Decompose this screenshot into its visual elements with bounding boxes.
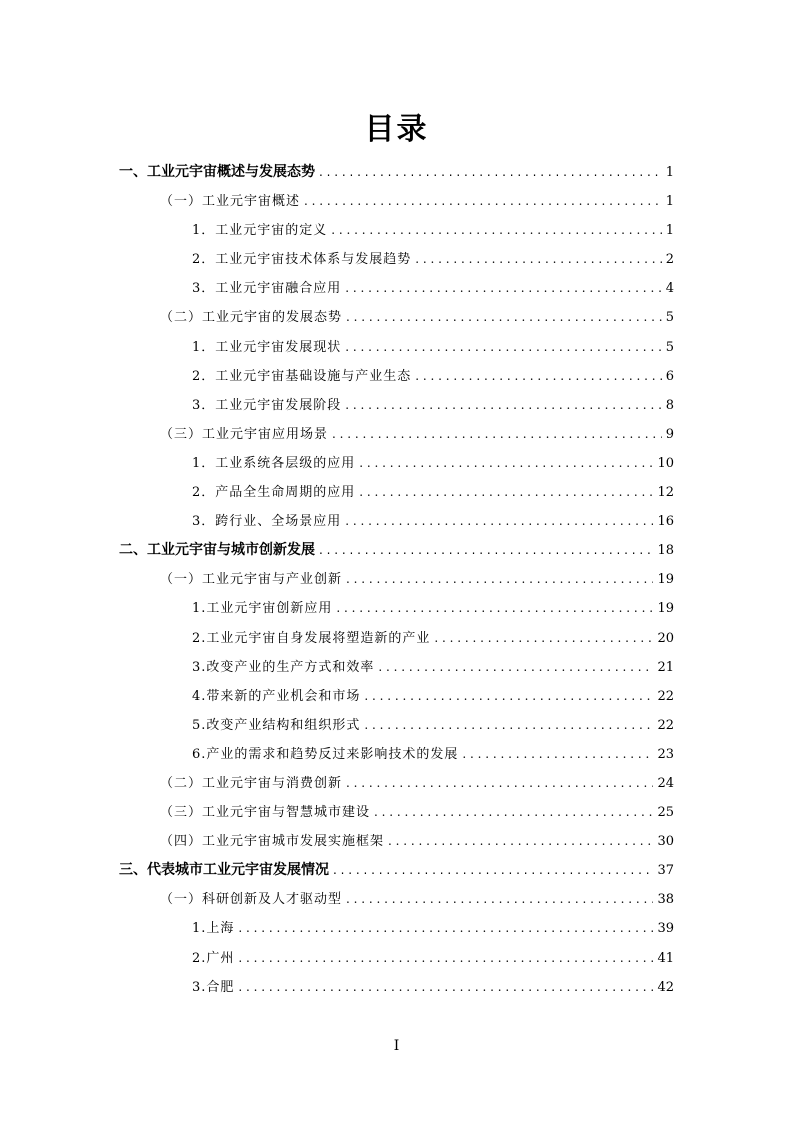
toc-entry-page: 42 bbox=[657, 979, 674, 995]
toc-entry-title: 3．跨行业、全场景应用 bbox=[192, 514, 342, 530]
toc-entry-title: 1．工业系统各层级的应用 bbox=[192, 455, 356, 471]
toc-entry[interactable] bbox=[0, 944, 793, 973]
toc-entry-title: 3.改变产业的生产方式和效率 bbox=[192, 659, 375, 675]
toc-entry-page: 41 bbox=[657, 950, 674, 966]
page-title: 目录 bbox=[364, 112, 429, 147]
toc-entry-page: 38 bbox=[657, 892, 674, 908]
toc-entry-title: （一）工业元宇宙概述 bbox=[160, 194, 301, 210]
toc-entry-page: 16 bbox=[657, 514, 674, 530]
toc-entry[interactable] bbox=[0, 798, 793, 827]
toc-entry-title: 一、工业元宇宙概述与发展态势 bbox=[119, 164, 315, 180]
dot-leader bbox=[378, 653, 653, 682]
dot-leader bbox=[331, 216, 661, 245]
dot-leader bbox=[336, 594, 653, 623]
toc-entry-page: 23 bbox=[657, 746, 674, 762]
dot-leader bbox=[345, 274, 661, 303]
dot-leader bbox=[332, 420, 662, 449]
toc-entry[interactable] bbox=[0, 624, 793, 653]
toc-entry-title: 3．工业元宇宙发展阶段 bbox=[192, 397, 342, 413]
dot-leader bbox=[364, 711, 653, 740]
toc-entry-title: 三、代表城市工业元宇宙发展情况 bbox=[119, 862, 329, 879]
toc-entry[interactable] bbox=[0, 973, 793, 1002]
toc-entry[interactable] bbox=[0, 303, 793, 332]
dot-leader bbox=[346, 565, 653, 594]
toc-entry-title: 1.工业元宇宙创新应用 bbox=[192, 601, 333, 617]
toc-entry-title: 3．工业元宇宙融合应用 bbox=[192, 281, 342, 297]
toc-entry-page: 6 bbox=[665, 368, 674, 384]
dot-leader bbox=[359, 478, 653, 507]
toc-entry-page: 19 bbox=[657, 572, 674, 588]
toc-entry-title: （二）工业元宇宙的发展态势 bbox=[160, 310, 343, 326]
dot-leader bbox=[415, 362, 661, 391]
toc-entry[interactable] bbox=[0, 362, 793, 391]
toc-entry-page: 8 bbox=[665, 397, 674, 413]
dot-leader bbox=[346, 885, 653, 914]
toc-entry-title: 6.产业的需求和趋势反过来影响技术的发展 bbox=[192, 746, 459, 762]
dot-leader bbox=[345, 391, 661, 420]
toc-entry[interactable] bbox=[0, 158, 793, 187]
toc-entry-page: 24 bbox=[657, 775, 674, 791]
dot-leader bbox=[346, 303, 662, 332]
toc-entry-page: 12 bbox=[657, 485, 674, 501]
toc-entry-page: 9 bbox=[665, 426, 674, 442]
dot-leader bbox=[434, 624, 653, 653]
toc-entry-title: 2．产品全生命周期的应用 bbox=[192, 485, 356, 501]
toc-entry[interactable] bbox=[0, 653, 793, 682]
dot-leader bbox=[238, 944, 653, 973]
toc-entry[interactable] bbox=[0, 769, 793, 798]
toc-entry-title: 1.上海 bbox=[192, 921, 235, 937]
toc-entry-page: 22 bbox=[657, 688, 674, 704]
toc-entry-page: 21 bbox=[657, 659, 674, 675]
toc-entry-page: 1 bbox=[665, 223, 674, 239]
toc-entry-title: 1．工业元宇宙的定义 bbox=[192, 223, 328, 239]
toc-entry-title: （三）工业元宇宙与智慧城市建设 bbox=[160, 805, 371, 821]
toc-entry[interactable] bbox=[0, 187, 793, 216]
toc-entry-page: 18 bbox=[657, 543, 674, 559]
toc-entry[interactable] bbox=[0, 856, 793, 885]
toc-entry-title: 1．工业元宇宙发展现状 bbox=[192, 339, 342, 355]
toc-entry-title: 2．工业元宇宙技术体系与发展趋势 bbox=[192, 252, 412, 268]
toc-entry-page: 5 bbox=[665, 339, 674, 355]
toc-entry-title: 2.工业元宇宙自身发展将塑造新的产业 bbox=[192, 630, 431, 646]
toc-entry-page: 30 bbox=[657, 834, 674, 850]
dot-leader bbox=[364, 682, 653, 711]
toc-entry-title: 二、工业元宇宙与城市创新发展 bbox=[119, 542, 315, 559]
dot-leader bbox=[304, 187, 662, 216]
dot-leader bbox=[319, 536, 653, 565]
toc-entry[interactable] bbox=[0, 449, 793, 478]
toc-entry-page: 39 bbox=[657, 921, 674, 937]
toc-entry-page: 37 bbox=[657, 863, 674, 879]
dot-leader bbox=[345, 333, 661, 362]
dot-leader bbox=[345, 507, 653, 536]
toc-entry-page: 1 bbox=[665, 194, 674, 210]
toc-entry-page: 5 bbox=[665, 310, 674, 326]
toc-entry[interactable] bbox=[0, 914, 793, 943]
page-number: I bbox=[393, 1038, 400, 1054]
dot-leader bbox=[238, 914, 653, 943]
dot-leader bbox=[333, 856, 653, 885]
toc-entry-title: 5.改变产业结构和组织形式 bbox=[192, 717, 361, 733]
toc-entry[interactable] bbox=[0, 827, 793, 856]
toc-entry[interactable] bbox=[0, 885, 793, 914]
toc-entry-page: 2 bbox=[665, 252, 674, 268]
toc-entry-page: 22 bbox=[657, 717, 674, 733]
toc-entry-page: 20 bbox=[657, 630, 674, 646]
dot-leader bbox=[374, 798, 653, 827]
toc-entry[interactable] bbox=[0, 536, 793, 565]
toc-entry-page: 19 bbox=[657, 601, 674, 617]
toc-entry[interactable] bbox=[0, 682, 793, 711]
toc-entry-title: 2.广州 bbox=[192, 950, 235, 966]
dot-leader bbox=[415, 245, 661, 274]
toc-entry-page: 10 bbox=[657, 455, 674, 471]
dot-leader bbox=[238, 973, 653, 1002]
toc-entry-title: （二）工业元宇宙与消费创新 bbox=[160, 775, 343, 791]
toc-entry-page: 25 bbox=[657, 805, 674, 821]
toc-entry-title: 4.带来新的产业机会和市场 bbox=[192, 688, 361, 704]
toc-entry[interactable] bbox=[0, 478, 793, 507]
toc-entry[interactable] bbox=[0, 594, 793, 623]
toc-entry[interactable] bbox=[0, 216, 793, 245]
toc-entry-title: （四）工业元宇宙城市发展实施框架 bbox=[160, 834, 385, 850]
toc-entry-title: （一）科研创新及人才驱动型 bbox=[160, 892, 343, 908]
dot-leader bbox=[388, 827, 653, 856]
toc-entry-page: 1 bbox=[665, 165, 674, 180]
dot-leader bbox=[462, 740, 653, 769]
toc-entry[interactable] bbox=[0, 740, 793, 769]
toc-entry[interactable] bbox=[0, 245, 793, 274]
toc-entry[interactable] bbox=[0, 420, 793, 449]
toc-entry[interactable] bbox=[0, 711, 793, 740]
dot-leader bbox=[319, 158, 662, 187]
toc-entry-title: （三）工业元宇宙应用场景 bbox=[160, 426, 329, 442]
toc-entry[interactable] bbox=[0, 333, 793, 362]
toc-entry-title: 3.合肥 bbox=[192, 979, 235, 995]
toc-entry[interactable] bbox=[0, 391, 793, 420]
toc-entry[interactable] bbox=[0, 565, 793, 594]
table-of-contents bbox=[0, 158, 793, 1002]
toc-entry-title: （一）工业元宇宙与产业创新 bbox=[160, 572, 343, 588]
toc-entry[interactable] bbox=[0, 507, 793, 536]
toc-entry[interactable] bbox=[0, 274, 793, 303]
toc-entry-title: 2．工业元宇宙基础设施与产业生态 bbox=[192, 368, 412, 384]
toc-entry-page: 4 bbox=[665, 281, 674, 297]
dot-leader bbox=[359, 449, 653, 478]
dot-leader bbox=[346, 769, 653, 798]
